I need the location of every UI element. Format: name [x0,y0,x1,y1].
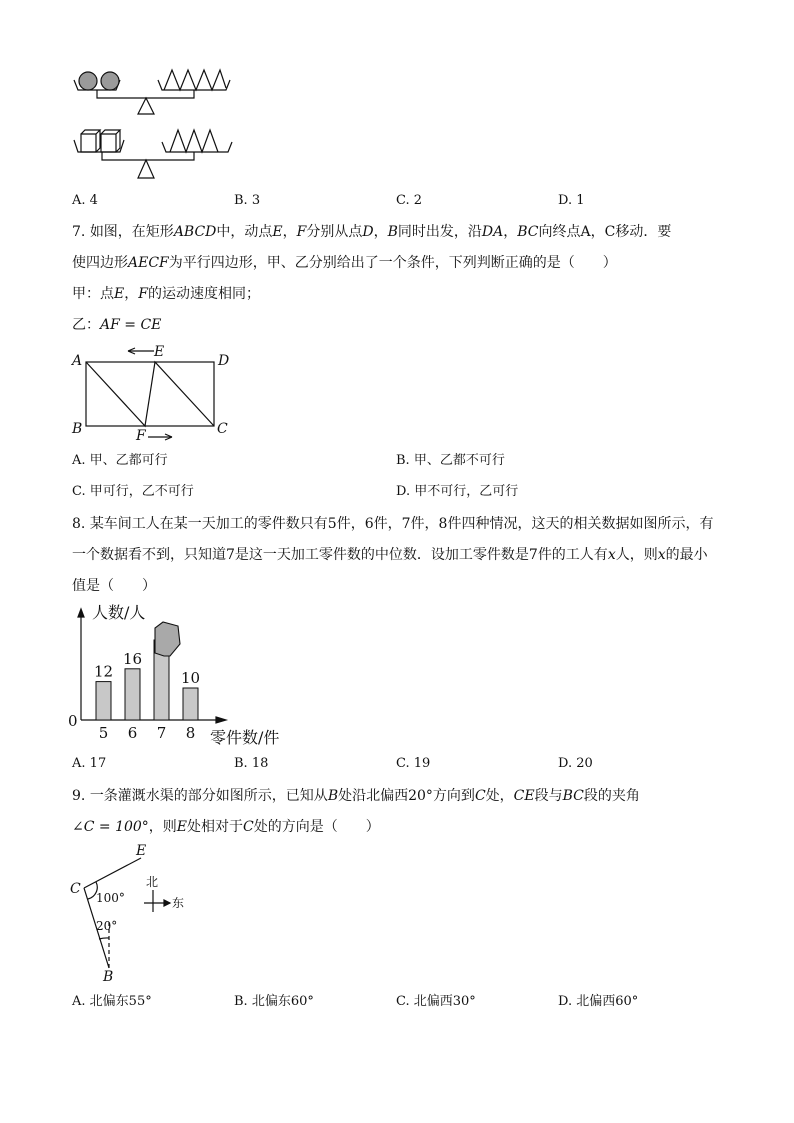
value-label-8: 10 [180,669,201,687]
y-axis-arrow [78,609,84,617]
q7-line-1: 7. 如图，在矩形ABCD中，动点E，F分别从点D，B同时出发，沿DA，BC向终点A，C移动．要 [72,224,672,240]
triangles-1 [164,70,226,90]
triangles-2 [170,130,218,152]
q7-condition-jia: 甲：点E，F的运动速度相同； [72,286,260,302]
q8-option-d[interactable]: D. 20 [558,756,593,771]
q9-option-c[interactable]: C. 北偏西30° [396,994,476,1009]
tick-label-7: 7 [156,724,167,742]
label-f: F [136,428,146,444]
q6-option-c[interactable]: C. 2 [396,193,423,208]
canal-figure [66,840,206,982]
y-axis-label: 人数/人 [92,603,146,622]
ball-2 [101,72,119,90]
angle-label-100: 100° [96,891,125,905]
balance-figures [66,60,241,188]
q9-line-2: ∠C = 100°，则E处相对于C处的方向是（ ） [72,819,380,835]
q8-line-3: 值是（ ） [72,578,156,594]
label-c: C [70,881,81,897]
cube-1 [81,130,100,152]
tick-label-8: 8 [185,724,196,742]
label-c: C [217,421,228,437]
value-label-5: 12 [93,662,114,681]
label-b: B [72,421,83,437]
value-label-6: 16 [122,649,143,668]
q7-option-b[interactable]: B. 甲、乙都不可行 [396,453,505,468]
label-d: D [218,353,230,369]
q8-option-a[interactable]: A. 17 [72,756,107,771]
tick-label-6: 6 [127,724,138,742]
compass-north-label: 北 [146,875,159,889]
q6-option-a[interactable]: A. 4 [72,193,98,208]
label-e: E [154,344,165,360]
bar-chart [66,598,306,750]
compass-east-label: 东 [172,896,185,910]
q9-option-d[interactable]: D. 北偏西60° [558,994,639,1009]
quadrilateral-aecf [86,362,214,426]
rectangle-figure [66,342,246,446]
q7-condition-yi: 乙：AF = CE [72,317,162,333]
segment-ce [84,858,141,888]
q7-option-d[interactable]: D. 甲不可行，乙可行 [396,484,519,499]
fulcrum-2 [138,160,154,178]
q7-line-2: 使四边形AECF为平行四边形，甲、乙分别给出了一个条件，下列判断正确的是（ ） [72,255,617,271]
q8-option-b[interactable]: B. 18 [234,756,269,771]
q8-line-2: 一个数据看不到，只知道7是这一天加工零件数的中位数．设加工零件数是7件的工人有x人，则x的最小 [72,547,708,563]
bar-8 [183,688,198,720]
q7-option-c[interactable]: C. 甲可行，乙不可行 [72,484,194,499]
compass-east-arrow [164,900,170,906]
bar-6 [125,669,140,720]
q7-option-a[interactable]: A. 甲、乙都可行 [72,453,168,468]
bar-5 [96,682,111,720]
x-axis-label: 零件数/件 [210,728,280,747]
ball-1 [79,72,97,90]
q8-line-1: 8. 某车间工人在某一天加工的零件数只有5件，6件，7件，8件四种情况，这天的相关数据如图所示，有 [72,516,714,532]
label-e: E [136,843,147,859]
origin-label: 0 [68,712,78,730]
angle-arc-b [99,938,109,939]
x-axis-arrow [216,717,226,723]
label-b: B [103,969,114,982]
q6-option-b[interactable]: B. 3 [234,193,261,208]
cube-2 [101,130,120,152]
q9-option-b[interactable]: B. 北偏东60° [234,994,314,1009]
angle-label-20: 20° [96,919,118,933]
q6-option-d[interactable]: D. 1 [558,193,585,208]
smudge-hidden-bar [155,622,180,656]
tick-label-5: 5 [98,724,109,742]
q8-option-c[interactable]: C. 19 [396,756,431,771]
fulcrum-1 [138,98,154,114]
q9-line-1: 9. 一条灌溉水渠的部分如图所示，已知从B处沿北偏西20°方向到C处，CE段与BC段的夹角 [72,788,640,804]
label-a: A [72,353,83,369]
q9-option-a[interactable]: A. 北偏东55° [72,994,152,1009]
